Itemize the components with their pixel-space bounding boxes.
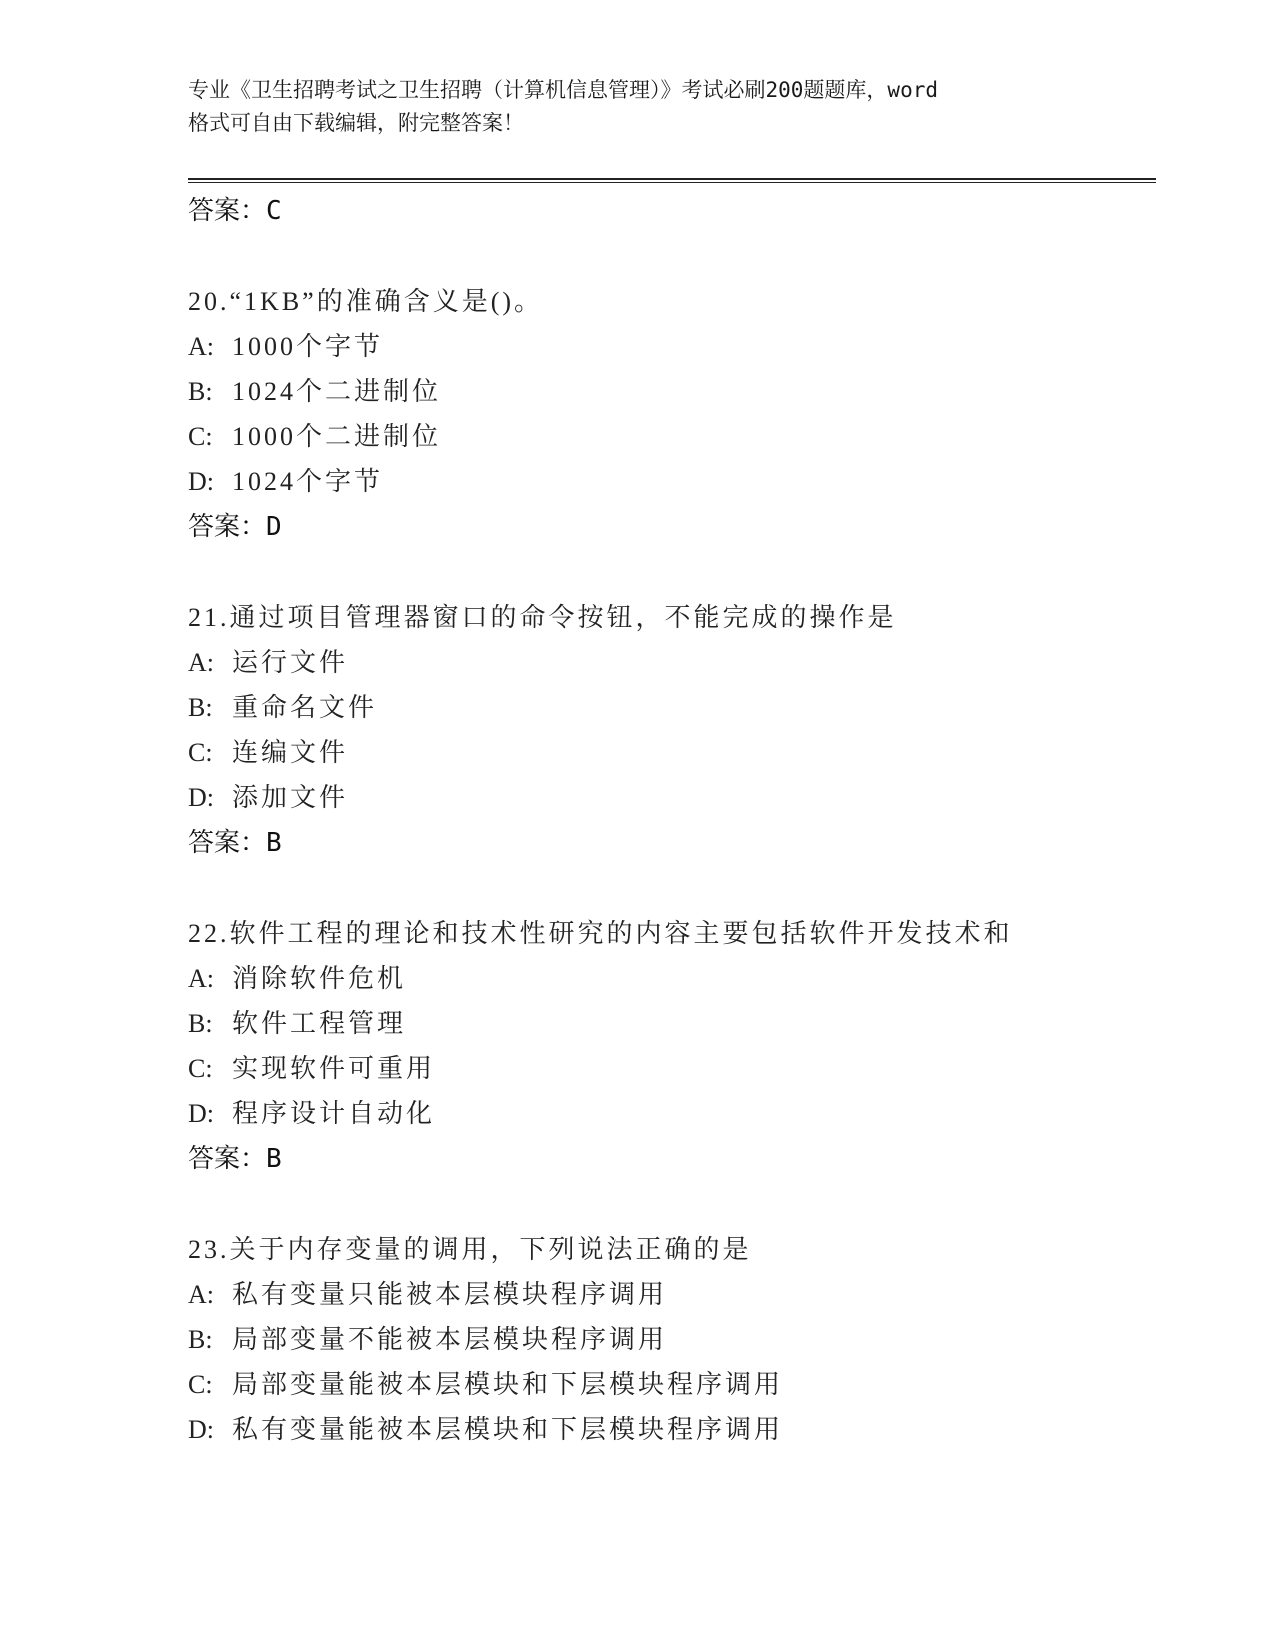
header-divider [188, 178, 1156, 183]
question-block [188, 279, 1148, 550]
option-text: 1024个二进制位 [232, 377, 442, 406]
question-list [188, 188, 1148, 1452]
option-key: A: [188, 648, 214, 677]
option-item [188, 369, 1148, 414]
option-key: A: [188, 332, 214, 361]
option-key: A: [188, 1280, 214, 1309]
option-key: B: [188, 1009, 213, 1038]
option-item [188, 1046, 1148, 1091]
option-text: 软件工程管理 [232, 1009, 407, 1038]
option-key: D: [188, 783, 214, 812]
answer-label: 答案： [188, 828, 267, 858]
option-text: 局部变量不能被本层模块程序调用 [232, 1325, 668, 1354]
answer-line [188, 504, 1148, 550]
document-page [188, 0, 1148, 1650]
answer-value: B [266, 828, 282, 858]
option-key: C: [188, 1370, 213, 1399]
option-item [188, 685, 1148, 730]
option-key: D: [188, 1099, 214, 1128]
option-key: B: [188, 693, 213, 722]
option-key: D: [188, 467, 214, 496]
question-stem: 21.通过项目管理器窗口的命令按钮，不能完成的操作是 [188, 603, 897, 632]
option-text: 1024个字节 [232, 467, 384, 496]
option-item [188, 1407, 1148, 1452]
answer-label: 答案： [188, 1144, 267, 1174]
header-line-1: 专业《卫生招聘考试之卫生招聘（计算机信息管理）》考试必刷200题题库，word [188, 78, 938, 102]
option-item [188, 1001, 1148, 1046]
option-text: 1000个字节 [232, 332, 384, 361]
option-item [188, 730, 1148, 775]
answer-line [188, 1136, 1148, 1182]
option-text: 消除软件危机 [232, 964, 407, 993]
answer-line [188, 820, 1148, 866]
question-stem: 23.关于内存变量的调用，下列说法正确的是 [188, 1235, 752, 1264]
option-text: 程序设计自动化 [232, 1099, 436, 1128]
option-item [188, 1091, 1148, 1136]
answer-line [188, 188, 1148, 234]
option-key: C: [188, 422, 213, 451]
answer-value: D [266, 512, 282, 542]
option-text: 添加文件 [232, 783, 349, 812]
option-text: 局部变量能被本层模块和下层模块程序调用 [232, 1370, 784, 1399]
option-item [188, 775, 1148, 820]
option-item [188, 1362, 1148, 1407]
option-key: B: [188, 377, 213, 406]
question-stem: 22.软件工程的理论和技术性研究的内容主要包括软件开发技术和 [188, 919, 1013, 948]
question-block [188, 595, 1148, 866]
option-text: 私有变量只能被本层模块程序调用 [232, 1280, 668, 1309]
answer-value: C [266, 196, 282, 226]
option-item [188, 459, 1148, 504]
option-key: B: [188, 1325, 213, 1354]
option-item [188, 1317, 1148, 1362]
option-text: 运行文件 [232, 648, 349, 677]
option-text: 连编文件 [232, 738, 349, 767]
answer-value: B [266, 1144, 282, 1174]
option-key: A: [188, 964, 214, 993]
option-item [188, 640, 1148, 685]
option-item [188, 956, 1148, 1001]
header-line-2: 格式可自由下载编辑，附完整答案！ [188, 111, 524, 135]
option-item [188, 1272, 1148, 1317]
answer-label: 答案： [188, 512, 267, 542]
option-key: D: [188, 1415, 214, 1444]
document-header [188, 74, 1088, 140]
option-item [188, 324, 1148, 369]
option-text: 重命名文件 [232, 693, 378, 722]
option-item [188, 414, 1148, 459]
answer-label: 答案： [188, 196, 267, 226]
option-key: C: [188, 1054, 213, 1083]
question-stem: 20.“1KB”的准确含义是()。 [188, 287, 544, 316]
question-block [188, 1227, 1148, 1452]
option-text: 私有变量能被本层模块和下层模块程序调用 [232, 1415, 784, 1444]
option-text: 1000个二进制位 [232, 422, 442, 451]
option-text: 实现软件可重用 [232, 1054, 436, 1083]
question-block [188, 911, 1148, 1182]
option-key: C: [188, 738, 213, 767]
